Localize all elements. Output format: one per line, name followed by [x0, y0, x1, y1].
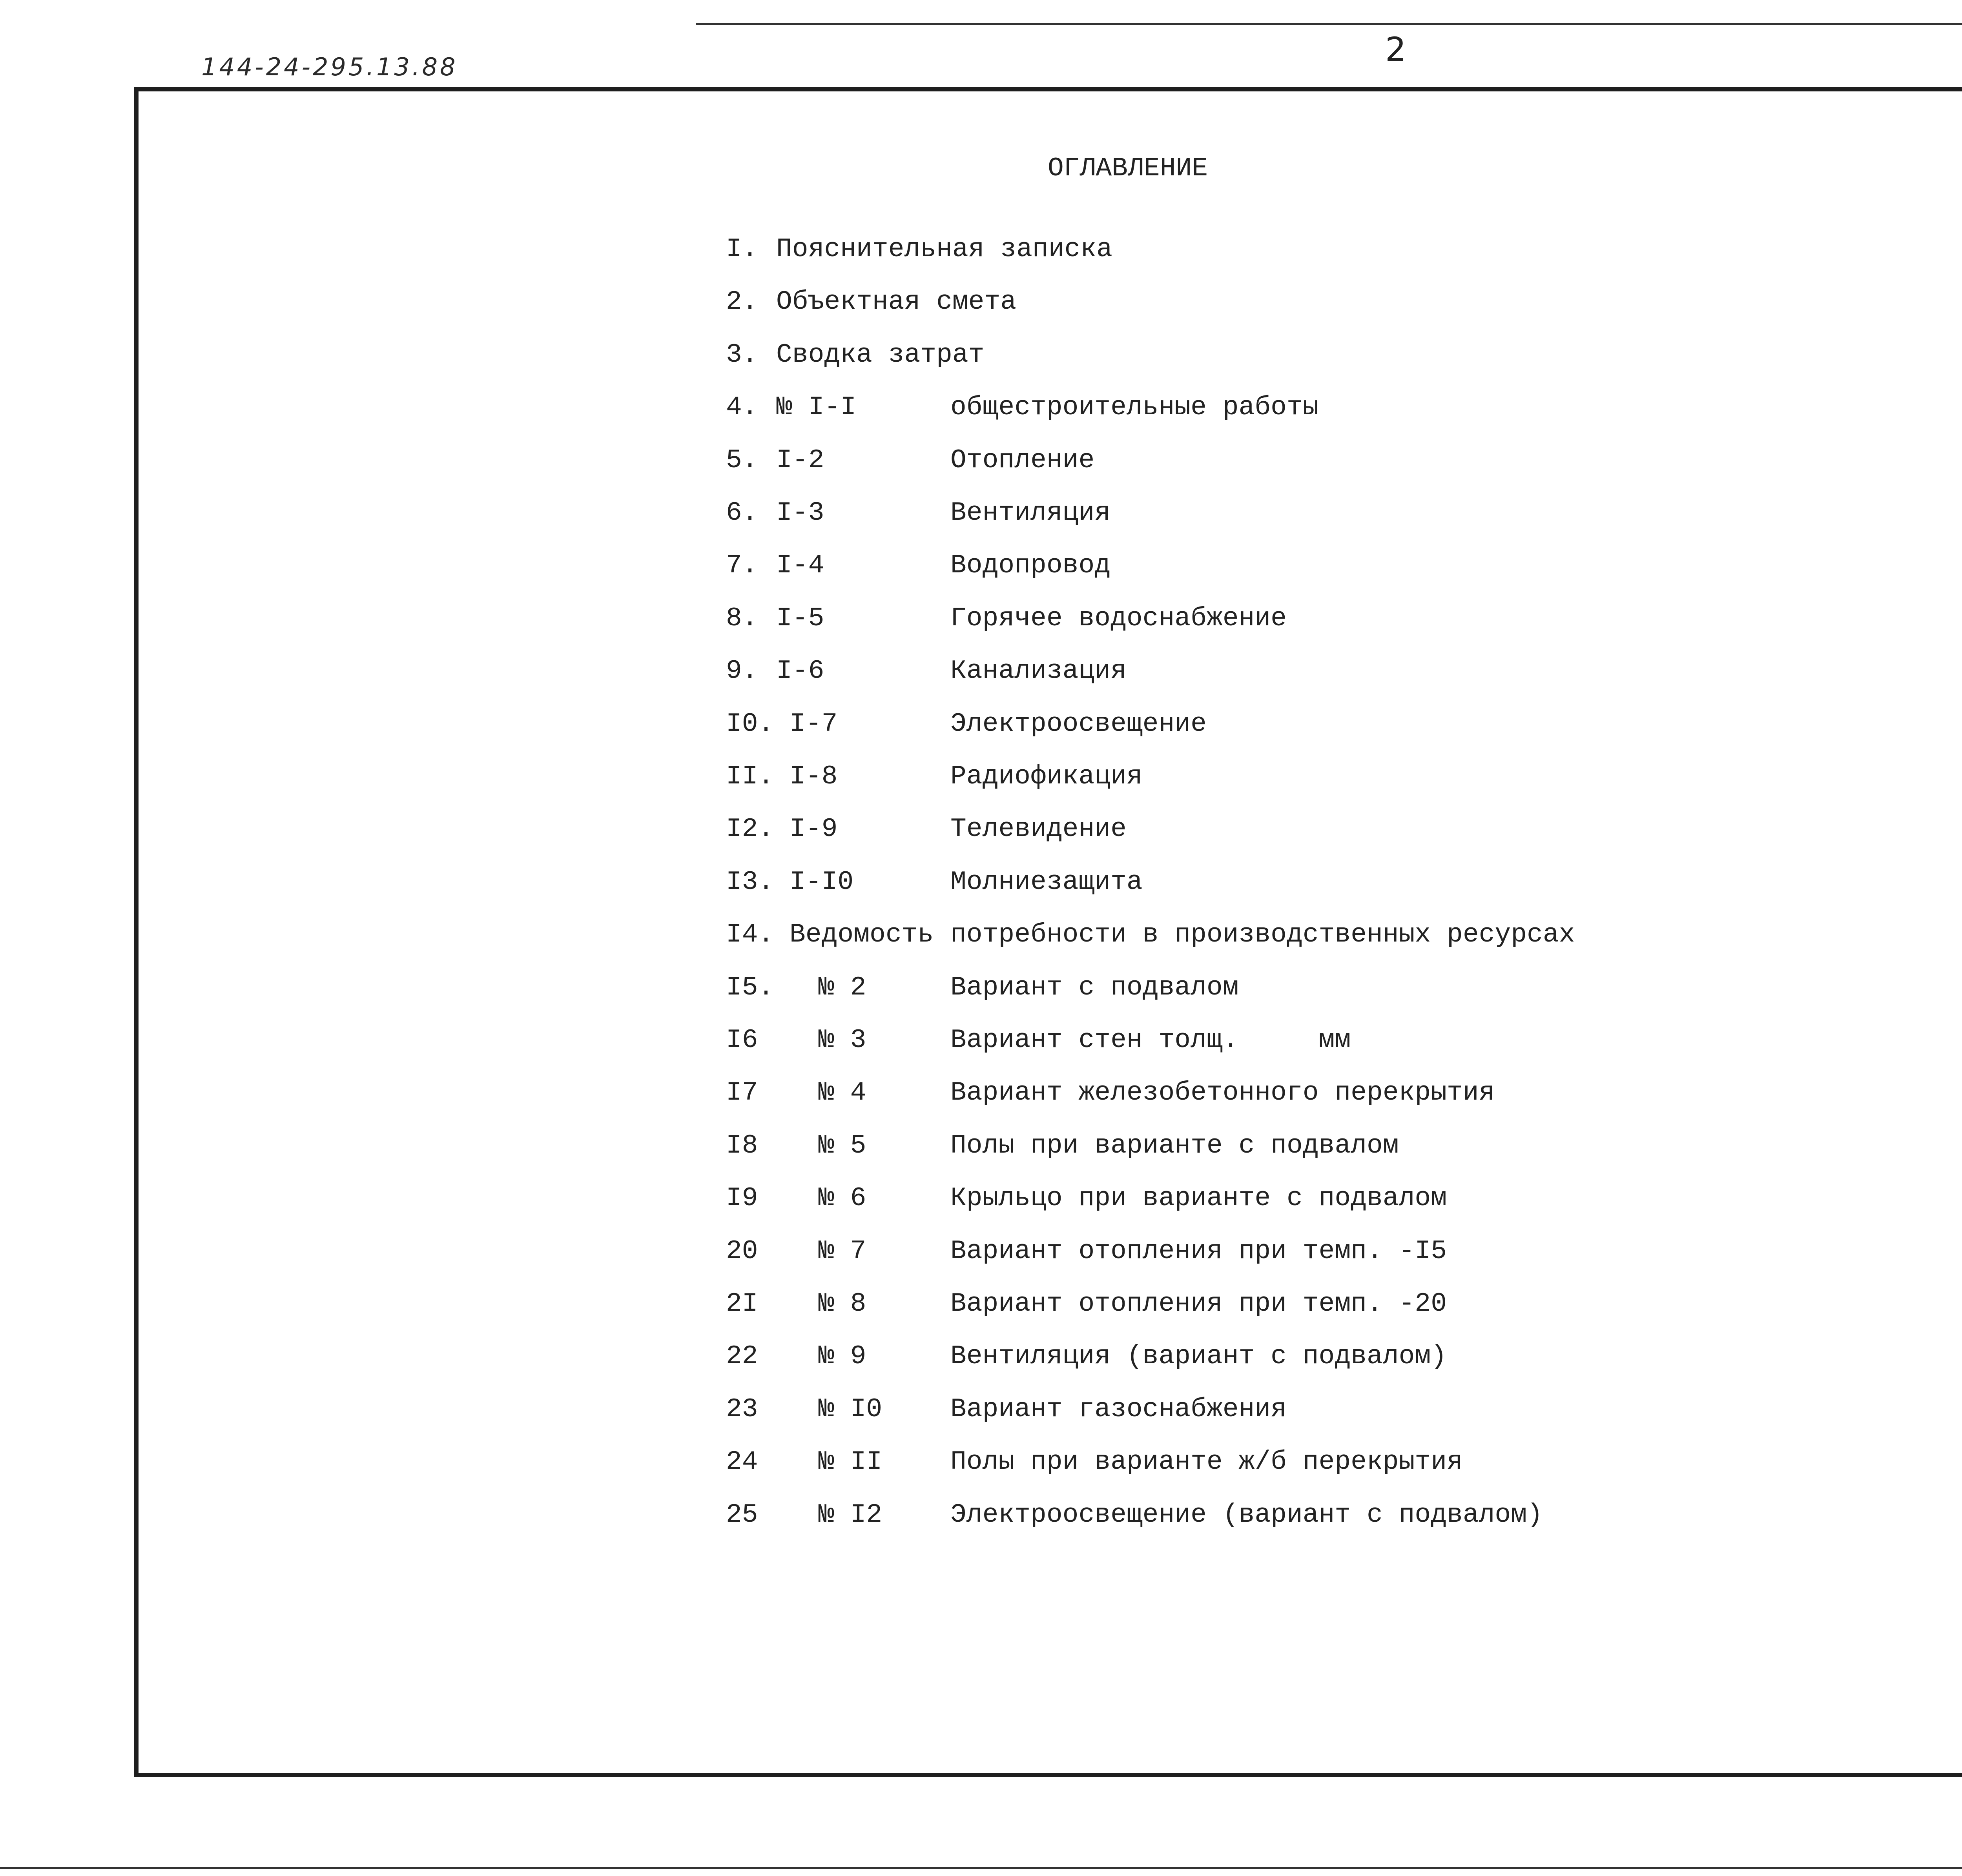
toc-row [0, 286, 1962, 318]
toc-row-number: I9 [726, 1183, 758, 1213]
toc-row-title: Вариант газоснабжения [950, 1394, 1287, 1424]
toc-row-page [1915, 1236, 1962, 1267]
toc-row-number: 6. [726, 498, 758, 528]
toc-row-code: I-9 [790, 814, 838, 844]
toc-row [0, 1077, 1962, 1109]
toc-row-code: № 6 [818, 1183, 866, 1213]
toc-row-title: Полы при варианте с подвалом [950, 1131, 1399, 1161]
toc-row [0, 867, 1962, 898]
toc-row-number: I. [726, 234, 758, 264]
toc-row-code: I-8 [790, 761, 838, 792]
toc-row-number: 2. [726, 287, 758, 317]
toc-row-code: Объектная смета [776, 287, 1017, 317]
toc-row-page [1915, 286, 1962, 318]
toc-row [0, 550, 1962, 581]
toc-row-page [1915, 234, 1962, 265]
toc-row-code: № I0 [818, 1394, 883, 1424]
toc-row [0, 919, 1962, 951]
toc-row-number: I0. [726, 709, 774, 739]
toc-row-title: Вентиляция [950, 498, 1111, 528]
toc-row-title: Радиофикация [950, 761, 1143, 792]
toc-row-page [1915, 919, 1962, 951]
toc-row-title: Молниезащита [950, 867, 1143, 897]
page-number: 2 [1385, 30, 1406, 69]
toc-row-title: Вариант с подвалом [950, 973, 1239, 1003]
toc-row-page [1915, 603, 1962, 634]
toc-row-code: I-2 [776, 445, 824, 475]
toc-row-number: 4. [726, 392, 758, 423]
toc-row [0, 761, 1962, 792]
toc-row-title: Вариант отопления при темп. -20 [950, 1289, 1447, 1319]
toc-row [0, 1499, 1962, 1531]
toc-row-title: общестроительные работы [950, 392, 1319, 423]
toc-row [0, 445, 1962, 476]
toc-row-page [1915, 656, 1962, 687]
toc-row [0, 603, 1962, 634]
toc-row-number: I3. [726, 867, 774, 897]
toc-row [0, 1288, 1962, 1320]
toc-row [0, 234, 1962, 265]
toc-row-number: 20 [726, 1236, 758, 1266]
toc-row [0, 1183, 1962, 1214]
toc-row-number: 2I [726, 1289, 758, 1319]
toc-row-code: № 3 [818, 1025, 866, 1055]
toc-row-page [1915, 1077, 1962, 1109]
toc-row-code: I-7 [790, 709, 838, 739]
toc-row [0, 1446, 1962, 1478]
toc-row-code: Сводка затрат [776, 340, 985, 370]
toc-row [0, 392, 1962, 423]
toc-row-page [1915, 972, 1962, 1004]
toc-row-page [1915, 1130, 1962, 1162]
toc-row-title: Канализация [950, 656, 1127, 686]
toc-row-page [1915, 1394, 1962, 1425]
toc-row-number: I2. [726, 814, 774, 844]
toc-row-code: № 5 [818, 1131, 866, 1161]
toc-row-page [1915, 1288, 1962, 1320]
toc-row-page [1915, 1446, 1962, 1478]
toc-row [0, 1394, 1962, 1425]
toc-row-title: Крыльцо при варианте с подвалом [950, 1183, 1447, 1213]
toc-row-page [1915, 1499, 1962, 1531]
toc-row-page [1915, 339, 1962, 371]
toc-row-number: 7. [726, 550, 758, 581]
toc-row [0, 1025, 1962, 1056]
toc-row-title: Вариант отопления при темп. -I5 [950, 1236, 1447, 1266]
toc-row-code: № 8 [818, 1289, 866, 1319]
toc-row-code: I-6 [776, 656, 824, 686]
toc-row [0, 972, 1962, 1004]
toc-row-code: Ведомость [790, 920, 934, 950]
toc-row-number: I5. [726, 973, 774, 1003]
toc-heading: ОГЛАВЛЕНИЕ [1048, 153, 1208, 184]
toc-row-code: № 2 [818, 973, 866, 1003]
toc-row-code: Пояснительная записка [776, 234, 1112, 264]
toc-row-title: Электроосвещение [950, 709, 1207, 739]
toc-row-page [1915, 445, 1962, 476]
sheet-top-line [696, 23, 1962, 25]
toc-row-code: № I2 [818, 1500, 883, 1530]
toc-row-title: Вентиляция (вариант с подвалом) [950, 1341, 1447, 1371]
toc-row-number: 22 [726, 1341, 758, 1371]
toc-row-code: I-I0 [790, 867, 854, 897]
toc-row-page [1915, 1183, 1962, 1214]
toc-row-title: Горячее водоснабжение [950, 603, 1287, 634]
toc-row-code: № I-I [776, 392, 857, 423]
toc-row [0, 339, 1962, 371]
toc-row [0, 1236, 1962, 1267]
toc-row-page [1915, 761, 1962, 792]
toc-row-number: 23 [726, 1394, 758, 1424]
toc-row-page [1915, 814, 1962, 845]
toc-row-number: 3. [726, 340, 758, 370]
toc-row [0, 656, 1962, 687]
toc-row-page [1915, 550, 1962, 581]
toc-row-title: Вариант стен толщ. мм [950, 1025, 1351, 1055]
toc-row [0, 709, 1962, 740]
toc-row-code: I-5 [776, 603, 824, 634]
toc-row-number: 24 [726, 1447, 758, 1477]
toc-row-number: I4. [726, 920, 774, 950]
toc-row-code: I-4 [776, 550, 824, 581]
toc-row-number: 9. [726, 656, 758, 686]
toc-row [0, 1341, 1962, 1372]
toc-row-page [1915, 1341, 1962, 1372]
toc-row-number: I7 [726, 1078, 758, 1108]
toc-row-title: Вариант железобетонного перекрытия [950, 1078, 1495, 1108]
document-code: 144-24-295.13.88 [201, 53, 458, 81]
toc-row-number: I6 [726, 1025, 758, 1055]
sheet-bottom-line [0, 1867, 1962, 1869]
toc-row-title: Отопление [950, 445, 1095, 475]
toc-row-page [1915, 709, 1962, 740]
toc-row-title: потребности в производственных ресурсах [950, 920, 1575, 950]
toc-row-title: Телевидение [950, 814, 1127, 844]
toc-row-title: Электроосвещение (вариант с подвалом) [950, 1500, 1543, 1530]
toc-row-title: Полы при варианте ж/б перекрытия [950, 1447, 1463, 1477]
toc-row-code: № 4 [818, 1078, 866, 1108]
toc-row-page [1915, 1025, 1962, 1056]
toc-row-page [1915, 392, 1962, 423]
toc-row-code: № II [818, 1447, 883, 1477]
toc-row-page [1915, 497, 1962, 529]
toc-row-page [1915, 867, 1962, 898]
toc-row [0, 1130, 1962, 1162]
toc-row-number: 8. [726, 603, 758, 634]
toc-row-number: 25 [726, 1500, 758, 1530]
toc-row-title: Водопровод [950, 550, 1111, 581]
toc-row [0, 497, 1962, 529]
toc-row-number: I8 [726, 1131, 758, 1161]
toc-row-code: № 7 [818, 1236, 866, 1266]
toc-row [0, 814, 1962, 845]
toc-row-number: II. [726, 761, 774, 792]
toc-row-code: № 9 [818, 1341, 866, 1371]
toc-row-code: I-3 [776, 498, 824, 528]
toc-row-number: 5. [726, 445, 758, 475]
